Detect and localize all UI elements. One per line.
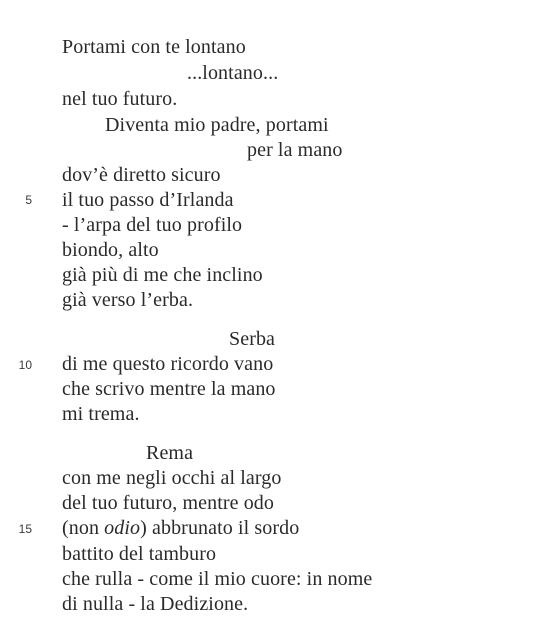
poem-line-6: dov’è diretto sicuro	[62, 164, 221, 186]
poem-line-3: nel tuo futuro.	[62, 88, 178, 110]
poem-line-11: già verso l’erba.	[62, 289, 194, 311]
poem-line-19-italic: odio	[104, 517, 141, 539]
poem-line-14: che scrivo mentre la mano	[62, 378, 276, 400]
line-number-15: 15	[18, 522, 32, 536]
poem-line-18: del tuo futuro, mentre odo	[62, 492, 274, 514]
poem-line-13: di me questo ricordo vano	[62, 353, 274, 375]
poem-line-19	[62, 516, 299, 540]
poem-line-10: già più di me che inclino	[62, 264, 263, 286]
line-number-5: 5	[25, 193, 32, 207]
poem-line-12: Serba	[229, 328, 276, 350]
poem-line-7: il tuo passo d’Irlanda	[62, 189, 234, 211]
poem-line-19-after: ) abbrunato il sordo	[140, 517, 300, 539]
poem-line-21: che rulla - come il mio cuore: in nome	[62, 568, 373, 590]
poem-line-17: con me negli occhi al largo	[62, 467, 282, 489]
poem-line-4: Diventa mio padre, portami	[105, 114, 329, 136]
poem-line-22: di nulla - la Dedizione.	[62, 593, 249, 615]
poem-line-1: Portami con te lontano	[62, 36, 246, 58]
poem-line-19-before: (non	[62, 517, 105, 539]
poem-line-5: per la mano	[247, 139, 343, 161]
poem-line-16: Rema	[146, 442, 194, 464]
line-number-10: 10	[18, 358, 32, 372]
poem-line-9: biondo, alto	[62, 239, 159, 261]
poem-line-8: - l’arpa del tuo profilo	[62, 214, 243, 236]
poem-line-2: ...lontano...	[187, 62, 279, 84]
poem-line-15: mi trema.	[62, 403, 140, 425]
poem-line-20: battito del tamburo	[62, 543, 217, 565]
